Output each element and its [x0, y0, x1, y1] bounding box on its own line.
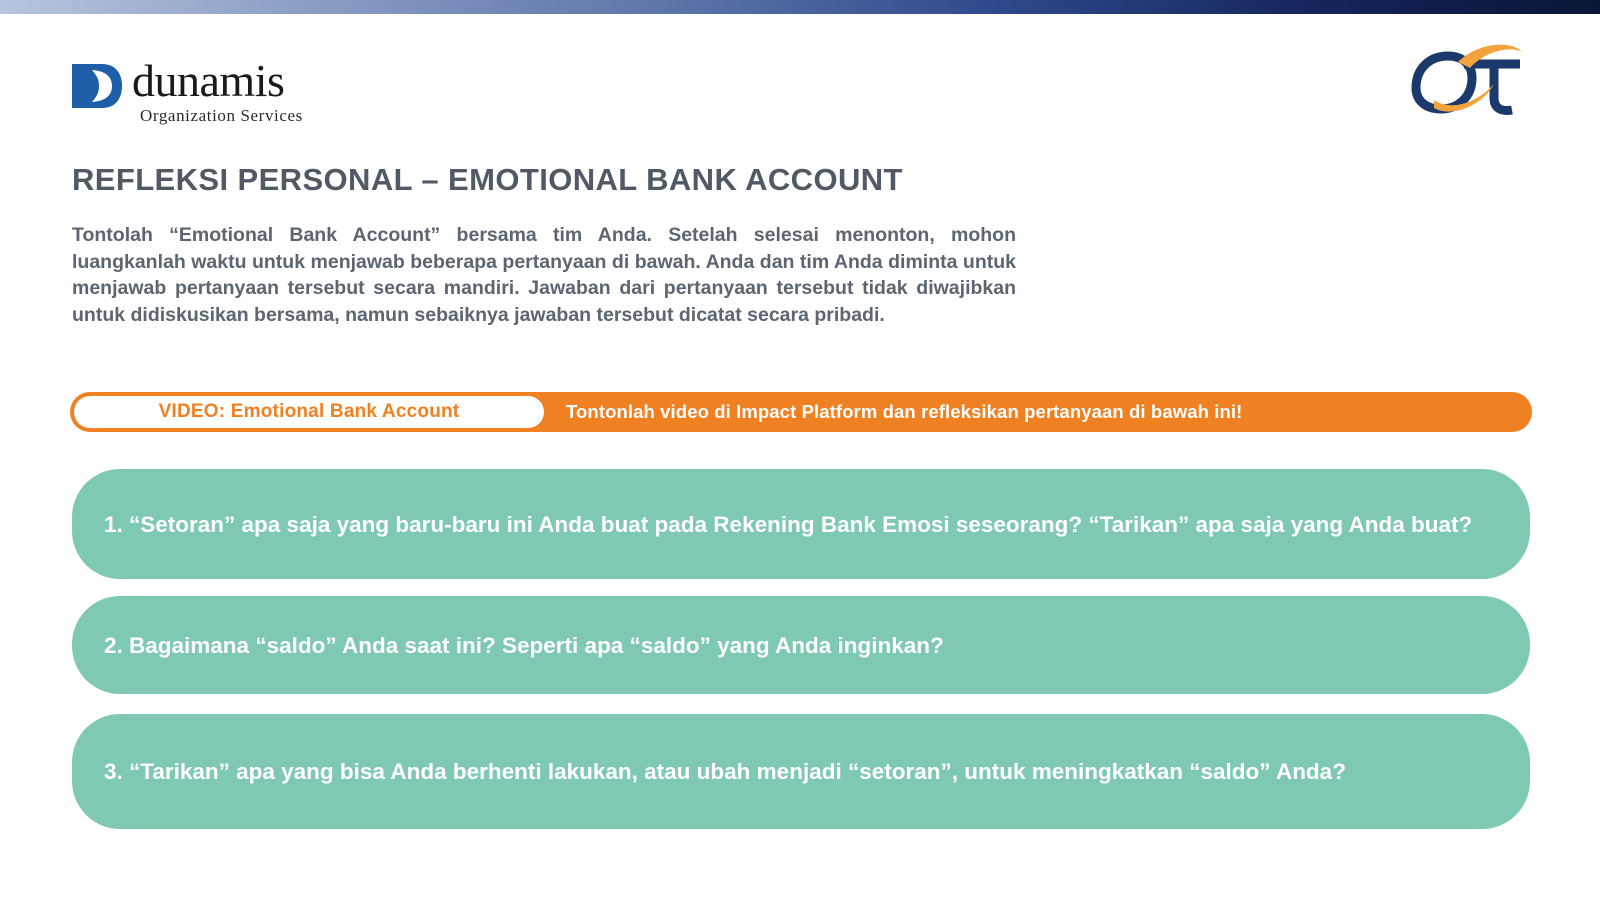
question-text: 2. Bagaimana “saldo” Anda saat ini? Seperti apa “saldo” yang Anda inginkan? — [104, 632, 944, 658]
dunamis-wordmark: dunamis — [132, 55, 285, 106]
top-gradient-bar — [0, 0, 1600, 14]
video-chip[interactable] — [74, 396, 544, 428]
video-banner[interactable] — [70, 392, 1532, 432]
ot-logo-icon — [1408, 40, 1528, 122]
page-title: REFLEKSI PERSONAL – EMOTIONAL BANK ACCOUNT — [72, 162, 903, 197]
question-card — [72, 596, 1530, 694]
intro-paragraph: Tontolah “Emotional Bank Account” bersama tim Anda. Setelah selesai menonton, mohon luangkanlah waktu untuk menjawab beberapa pertanyaan di bawah. Anda dan tim Anda diminta untuk menjawab pertanyaan tersebut secara mandiri. Jawaban dari pertanyaan tersebut tidak diwajibkan untuk didiskusikan bersama, namun sebaiknya jawaban tersebut dicatat secara pribadi. — [72, 224, 1016, 326]
question-card — [72, 714, 1530, 829]
question-card — [72, 469, 1530, 579]
ot-logo — [1408, 40, 1528, 122]
dunamis-mark-icon — [72, 62, 124, 110]
video-banner-note: Tontonlah video di Impact Platform dan refleksikan pertanyaan di bawah ini! — [566, 401, 1243, 422]
dunamis-tagline: Organization Services — [140, 106, 303, 125]
question-text: 3. “Tarikan” apa yang bisa Anda berhenti lakukan, atau ubah menjadi “setoran”, untuk meningkatkan “saldo” Anda? — [104, 759, 1346, 784]
question-text: 1. “Setoran” apa saja yang baru-baru ini Anda buat pada Rekening Bank Emosi seseorang? “Tarikan” apa saja yang Anda buat? — [104, 511, 1473, 537]
slide-canvas — [0, 14, 1600, 897]
video-chip-label: VIDEO: Emotional Bank Account — [158, 401, 460, 422]
dunamis-logo — [72, 56, 322, 128]
